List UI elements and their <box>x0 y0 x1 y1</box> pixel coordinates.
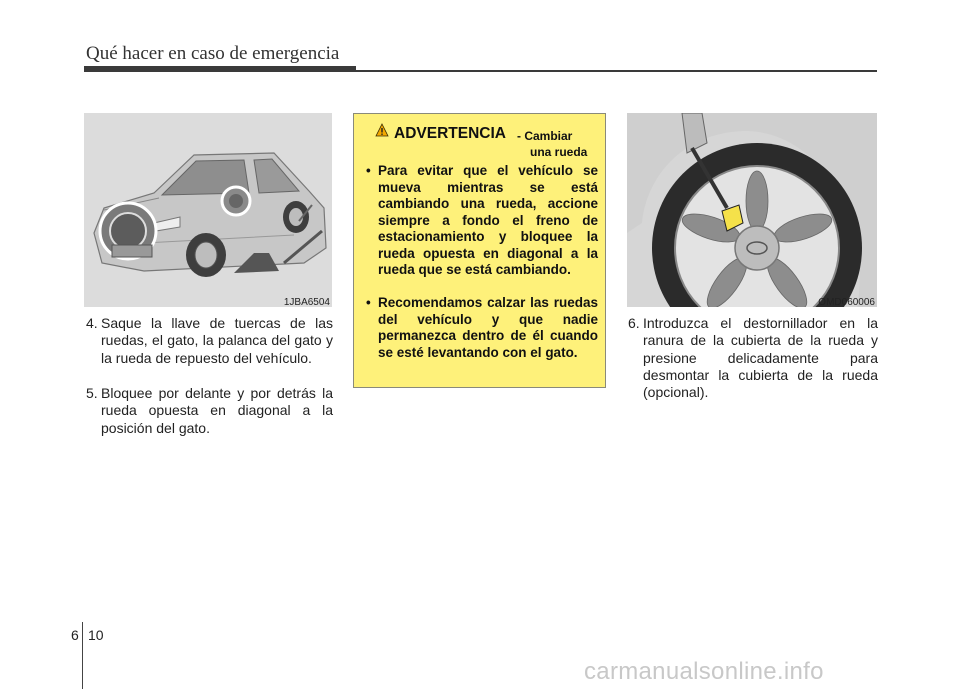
warning-bullet-text: Recomendamos calzar las ruedas del vehículo y que nadie permanezca dentro de él cuando se esté levantando con el gato. <box>378 295 598 360</box>
footer-divider <box>82 622 83 689</box>
warning-bullet <box>366 295 598 361</box>
watermark-text: carmanualsonline.info <box>584 658 824 685</box>
warning-bullet-text: Para evitar que el vehículo se mueva mientras se está cambiando una rueda, accione siempre a fondo el freno de estacionamiento y bloquee la rueda opuesta en diagonal a la rueda que se está cambiando. <box>378 163 598 277</box>
step-text: Introduzca el destornillador en la ranura de la cubierta de la rueda y presione delicadamente para desmontar la cubierta de la rueda (opcional). <box>643 315 878 401</box>
instruction-step-4 <box>86 315 333 367</box>
header-rule-thin <box>84 70 877 72</box>
wheel-drawing <box>627 113 877 307</box>
step-number: 6. <box>628 315 640 331</box>
warning-box <box>353 113 606 388</box>
warning-bullet <box>366 163 598 279</box>
page-number: 10 <box>88 627 104 643</box>
step-text: Bloquee por delante y por detrás la rueda opuesta en diagonal a la posición del gato. <box>101 385 333 436</box>
instruction-step-6 <box>628 315 878 401</box>
step-text: Saque la llave de tuercas de las ruedas, el gato, la palanca del gato y la rueda de repuesto del vehículo. <box>101 315 333 366</box>
warning-subtitle-line2: una rueda <box>530 145 588 159</box>
warning-triangle-icon <box>375 123 389 137</box>
section-number: 6 <box>71 627 79 643</box>
figure-code-wheel: OMD060006 <box>818 297 875 308</box>
bullet-dot: • <box>366 295 371 310</box>
wheel-cover-illustration <box>627 113 877 307</box>
car-jack-illustration <box>84 113 332 307</box>
figure-code-car: 1JBA6504 <box>283 297 330 308</box>
warning-title: ADVERTENCIA <box>394 125 506 142</box>
step-number: 5. <box>86 385 98 401</box>
page-header-title: Qué hacer en caso de emergencia <box>86 43 340 64</box>
bullet-dot: • <box>366 163 371 178</box>
instruction-step-5 <box>86 385 333 437</box>
car-drawing <box>84 113 332 307</box>
warning-subtitle-line1: - Cambiar <box>517 129 573 143</box>
step-number: 4. <box>86 315 98 331</box>
